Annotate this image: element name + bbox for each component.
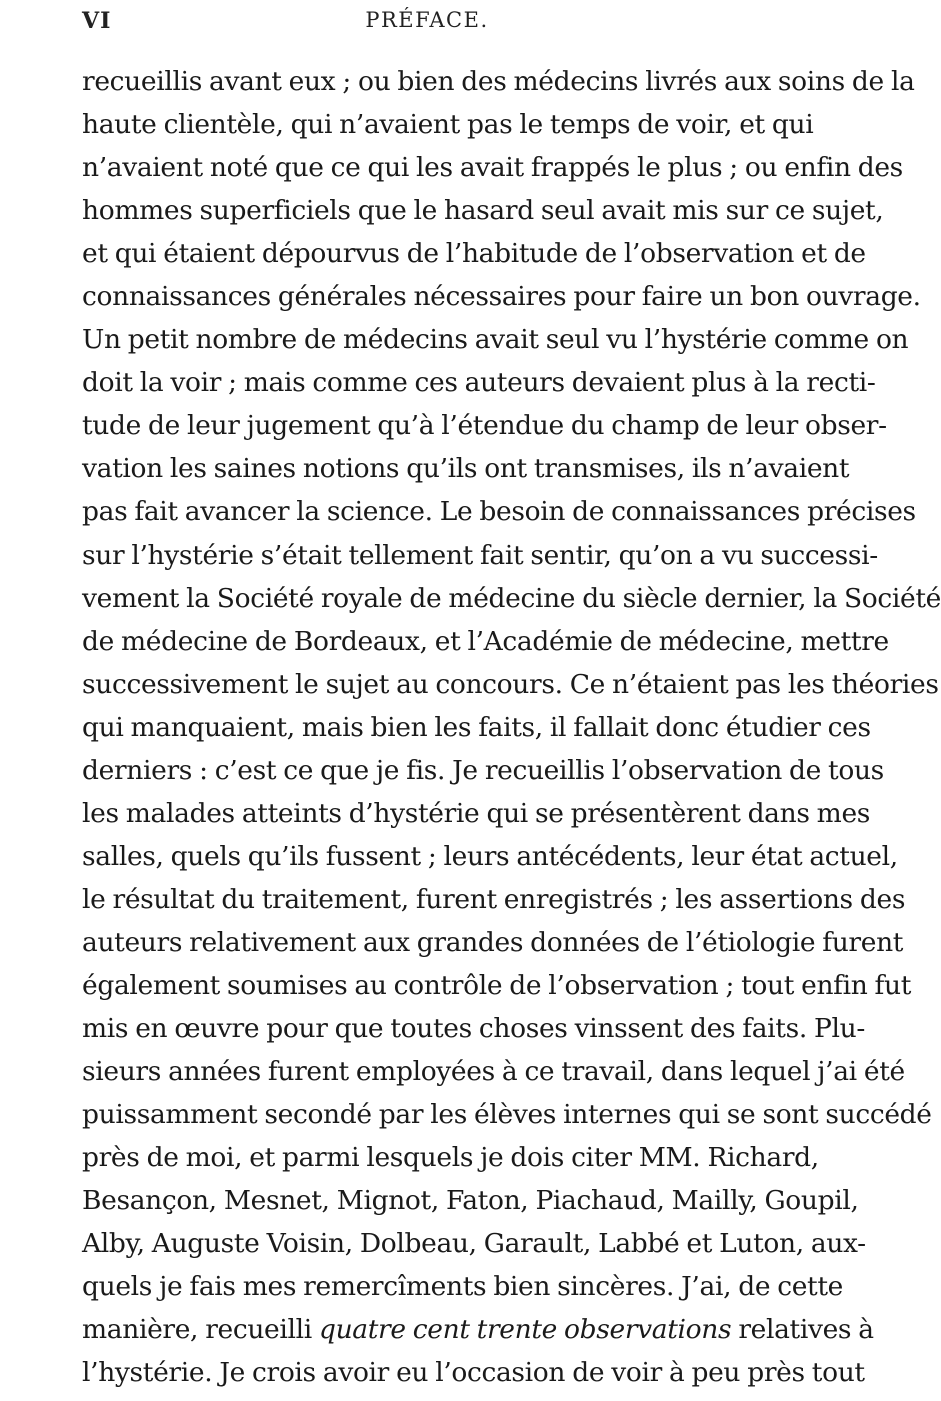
text-segment: manière, recueilli <box>82 1314 319 1346</box>
text-line: salles, quels qu’ils fussent ; leurs antécédents, leur état actuel, <box>82 840 898 872</box>
text-line: Alby, Auguste Voisin, Dolbeau, Garault, Labbé et Luton, aux- <box>82 1228 866 1260</box>
text-line: puissamment secondé par les élèves internes qui se sont succédé <box>82 1099 932 1131</box>
text-line: le résultat du traitement, furent enregistrés ; les assertions des <box>82 883 906 915</box>
text-line: l’hystérie. Je crois avoir eu l’occasion de voir à peu près tout <box>82 1357 865 1389</box>
text-line: vation les saines notions qu’ils ont transmises, ils n’avaient <box>82 453 850 485</box>
text-line: recueillis avant eux ; ou bien des médecins livrés aux soins de la <box>82 66 915 97</box>
text-line: hommes superficiels que le hasard seul avait mis sur ce sujet, <box>82 195 884 227</box>
text-line: près de moi, et parmi lesquels je dois citer MM. Richard, <box>82 1142 819 1174</box>
text-segment: relatives à <box>731 1314 874 1346</box>
text-line: n’avaient noté que ce qui les avait frappés le plus ; ou enfin des <box>82 152 903 184</box>
text-line: les malades atteints d’hystérie qui se présentèrent dans mes <box>82 797 871 829</box>
text-line: Un petit nombre de médecins avait seul vu l’hystérie comme on <box>82 324 909 356</box>
text-line: qui manquaient, mais bien les faits, il fallait donc étudier ces <box>82 711 871 743</box>
running-head <box>82 8 772 38</box>
text-line: et qui étaient dépourvus de l’habitude de l’observation et de <box>82 238 866 270</box>
text-line: successivement le sujet au concours. Ce n’étaient pas les théories <box>82 668 939 700</box>
text-line: quels je fais mes remercîments bien sincères. J’ai, de cette <box>82 1271 843 1303</box>
text-line: mis en œuvre pour que toutes choses vinssent des faits. Plu- <box>82 1013 865 1045</box>
body-text <box>82 60 941 1394</box>
running-title: PRÉFACE. <box>365 8 489 32</box>
text-line: haute clientèle, qui n’avaient pas le temps de voir, et qui <box>82 109 814 141</box>
text-line: doit la voir ; mais comme ces auteurs devaient plus à la recti- <box>82 367 876 399</box>
text-line: sieurs années furent employées à ce travail, dans lequel j’ai été <box>82 1056 905 1088</box>
text-line-with-italic <box>82 1308 874 1351</box>
text-line: tude de leur jugement qu’à l’étendue du champ de leur obser- <box>82 410 887 442</box>
text-line: vement la Société royale de médecine du siècle dernier, la Société <box>82 582 941 614</box>
text-line: connaissances générales nécessaires pour faire un bon ouvrage. <box>82 281 921 313</box>
text-line: auteurs relativement aux grandes données de l’étiologie furent <box>82 926 904 958</box>
italic-phrase: quatre cent trente observations <box>318 1314 732 1346</box>
page-number: VI <box>82 8 112 34</box>
text-line: derniers : c’est ce que je fis. Je recueillis l’observation de tous <box>82 754 884 786</box>
text-line: sur l’hystérie s’était tellement fait sentir, qu’on a vu successi- <box>82 539 878 571</box>
text-line: Besançon, Mesnet, Mignot, Faton, Piachaud, Mailly, Goupil, <box>82 1185 859 1217</box>
text-line: pas fait avancer la science. Le besoin de connaissances précises <box>82 496 916 528</box>
text-line: également soumises au contrôle de l’observation ; tout enfin fut <box>82 969 912 1001</box>
text-line: de médecine de Bordeaux, et l’Académie de médecine, mettre <box>82 625 889 657</box>
